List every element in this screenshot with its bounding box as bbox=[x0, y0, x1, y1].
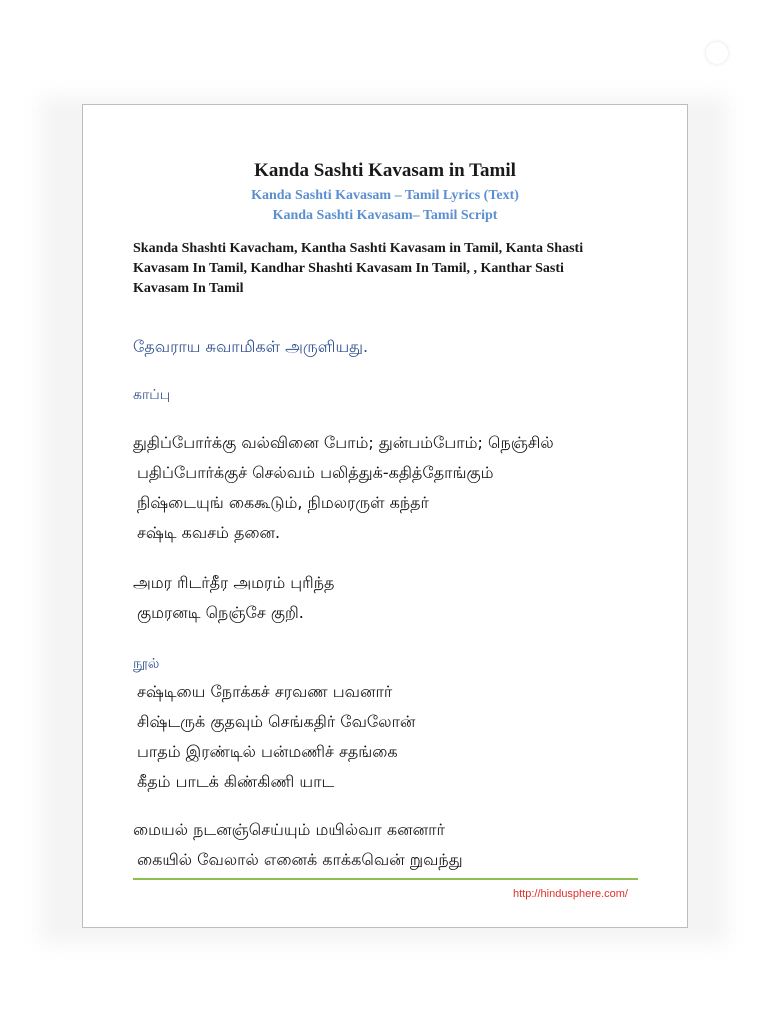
kappu-verse2-line-2: குமரனடி நெஞ்சே குறி. bbox=[137, 603, 304, 622]
nool-verse-line-3: பாதம் இரண்டில் பன்மணிச் சதங்கை bbox=[137, 742, 398, 761]
nool-verse-line-4: கீதம் பாடக் கிண்கிணி யாட bbox=[137, 772, 335, 791]
document-title: Kanda Sashti Kavasam in Tamil bbox=[254, 160, 516, 181]
kappu-verse-line-1: துதிப்போர்க்கு வல்வினை போம்; துன்பம்போம்; நெஞ்சில் bbox=[133, 433, 554, 452]
nool-verse-line-2: சிஷ்டருக் குதவும் செங்கதிர் வேலோன் bbox=[137, 712, 416, 731]
document-subtitle-1: Kanda Sashti Kavasam – Tamil Lyrics (Text) bbox=[251, 188, 519, 203]
nool-verse2-line-1: மையல் நடனஞ்செய்யும் மயில்வா கனனார் bbox=[133, 820, 445, 839]
nool-verse-line-1: சஷ்டியை நோக்கச் சரவண பவனார் bbox=[137, 682, 393, 701]
source-link[interactable]: http://hindusphere.com/ bbox=[513, 888, 628, 900]
kappu-heading: காப்பு bbox=[133, 387, 171, 403]
nool-heading: நூல் bbox=[133, 656, 160, 672]
keywords-paragraph: Skanda Shashti Kavacham, Kantha Sashti Kavasam in Tamil, Kanta Shasti Kavasam In Tamil, Kandhar Shashti Kavasam In Tamil, , Kanthar Sasti Kavasam In Tamil bbox=[133, 241, 584, 296]
kappu-verse-line-2: பதிப்போர்க்குச் செல்வம் பலித்துக்-கதித்தோங்கும் bbox=[137, 463, 494, 482]
document-page bbox=[82, 104, 688, 928]
author-heading: தேவராய சுவாமிகள் அருளியது. bbox=[133, 337, 369, 356]
viewer-menu-dot[interactable] bbox=[706, 42, 728, 64]
green-divider bbox=[133, 878, 638, 880]
document-subtitle-2: Kanda Sashti Kavasam– Tamil Script bbox=[272, 208, 498, 223]
kappu-verse-line-3: நிஷ்டையுங் கைகூடும், நிமலரருள் கந்தர் bbox=[137, 493, 429, 512]
kappu-verse2-line-1: அமர ரிடர்தீர அமரம் புரிந்த bbox=[133, 573, 335, 592]
kappu-verse-line-4: சஷ்டி கவசம் தனை. bbox=[137, 523, 281, 542]
nool-verse2-line-2: கையில் வேலால் எனைக் காக்கவென் றுவந்து bbox=[137, 850, 463, 869]
